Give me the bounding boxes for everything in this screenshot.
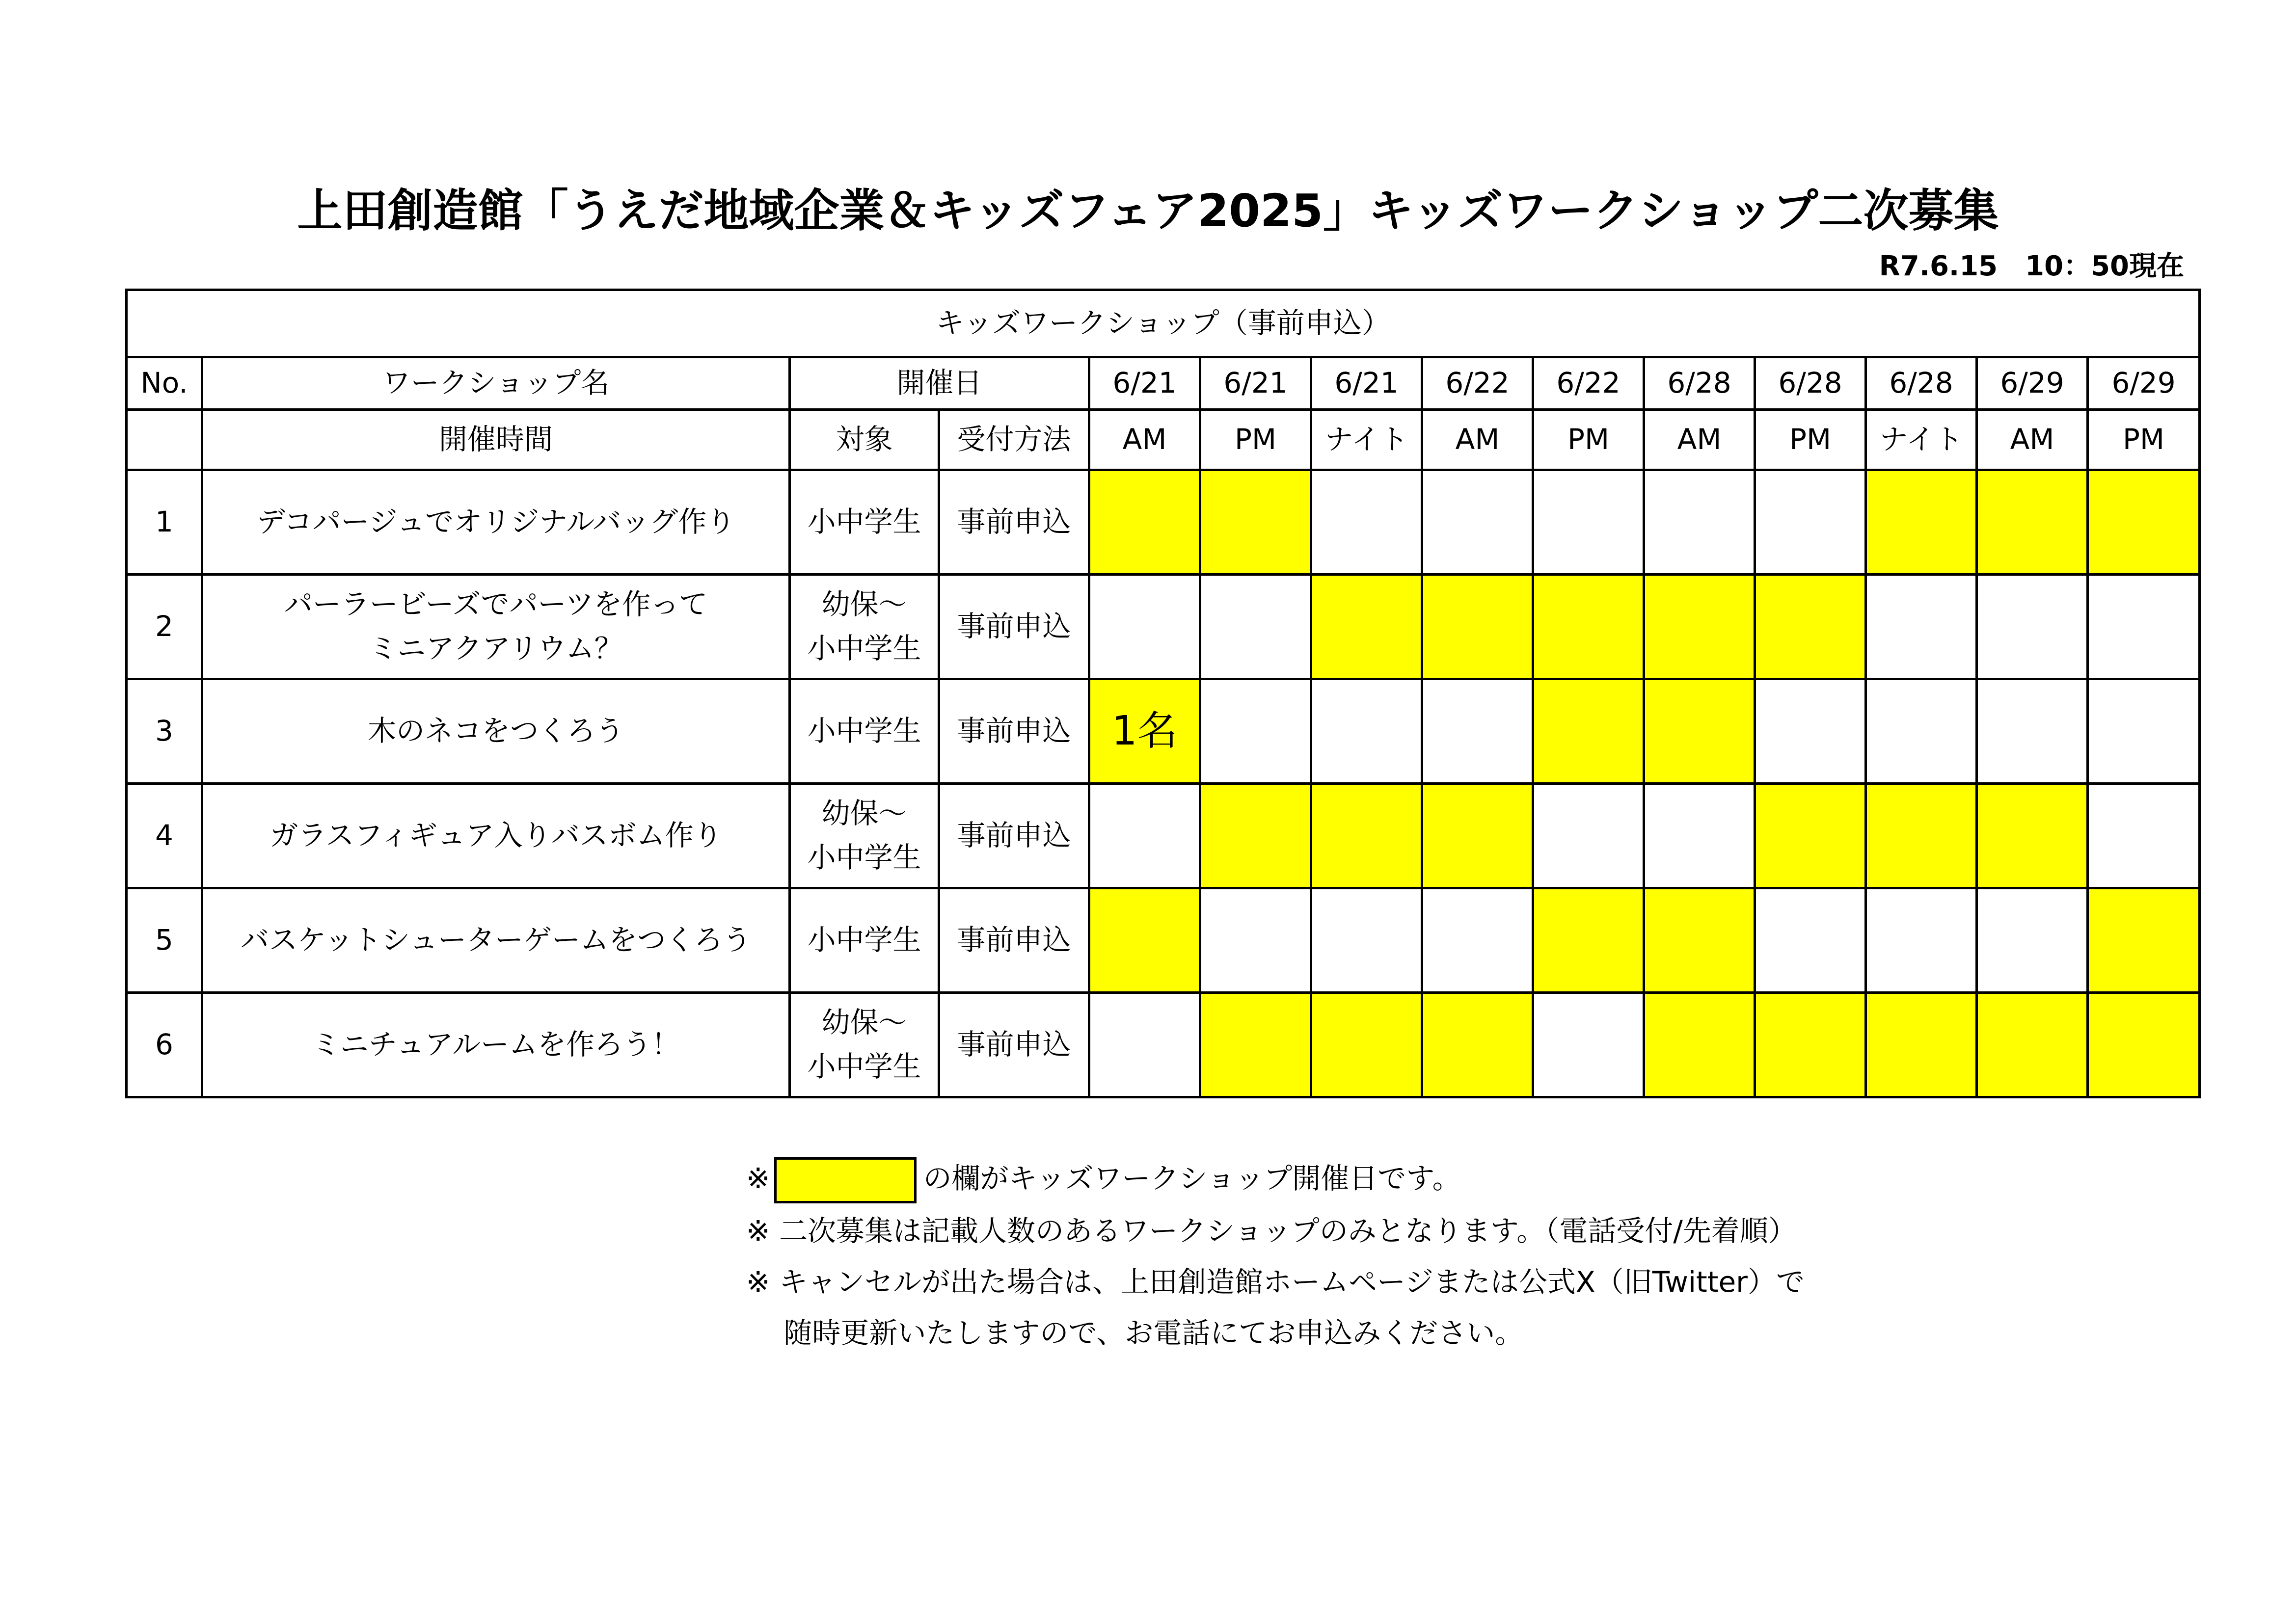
slot-cell-held — [1644, 679, 1755, 784]
slot-date-header: 6/28 — [1755, 357, 1866, 410]
note-cancel: ※ キャンセルが出た場合は、上田創造館ホームページまたは公式X（旧Twitter）で — [746, 1265, 1805, 1299]
row-number: 6 — [127, 993, 202, 1097]
slot-period-header: PM — [1200, 410, 1311, 470]
workshop-name-line: パーラービーズでパーツを作って — [284, 587, 708, 621]
slot-cell-empty — [1200, 575, 1311, 679]
table-row — [127, 888, 2200, 993]
slot-cell-held — [1533, 679, 1644, 784]
slot-cell-held — [1422, 993, 1533, 1097]
target-line: 幼保～ — [821, 797, 907, 830]
slot-period-header: PM — [2088, 410, 2200, 470]
workshop-name — [202, 575, 790, 679]
slot-cell-held — [1755, 784, 1866, 888]
slot-date-header: 6/28 — [1866, 357, 1977, 410]
table-row — [127, 679, 2200, 784]
slot-cell-held — [1977, 993, 2088, 1097]
workshop-name-line: ガラスフィギュア入りバスボム作り — [270, 819, 722, 852]
header-date: 開催日 — [790, 357, 1089, 410]
slot-cell-empty — [1422, 679, 1533, 784]
target-line: 幼保～ — [821, 1006, 907, 1039]
slot-cell-held — [1644, 888, 1755, 993]
slot-date-header: 6/21 — [1089, 357, 1200, 410]
slot-cell-empty — [1311, 679, 1422, 784]
slot-cell-empty — [1977, 888, 2088, 993]
slot-cell-empty — [1533, 993, 1644, 1097]
workshop-name — [202, 993, 790, 1097]
slot-date-header: 6/21 — [1200, 357, 1311, 410]
slot-cell-empty — [1089, 784, 1200, 888]
slot-period-header: AM — [1977, 410, 2088, 470]
slot-cell-held — [2088, 470, 2200, 575]
slot-cell-held — [1200, 993, 1311, 1097]
slot-period-header: PM — [1533, 410, 1644, 470]
header-target: 対象 — [790, 410, 939, 470]
slot-cell-held — [1200, 784, 1311, 888]
target-line: 小中学生 — [807, 923, 921, 957]
slot-cell-held — [1422, 784, 1533, 888]
slot-cell-held — [1089, 888, 1200, 993]
slot-availability: 1名 — [1111, 708, 1178, 755]
slot-cell-held — [1200, 470, 1311, 575]
note-second-recruit: ※ 二次募集は記載人数のあるワークショップのみとなります。（電話受付/先着順） — [746, 1214, 1797, 1248]
header-time: 開催時間 — [202, 410, 790, 470]
workshop-name-line: ミニチュアルームを作ろう！ — [312, 1028, 680, 1062]
slot-cell-empty — [1866, 888, 1977, 993]
slot-cell-held — [1866, 470, 1977, 575]
slot-period-header: AM — [1089, 410, 1200, 470]
legend-text: の欄がキッズワークショップ開催日です。 — [923, 1162, 1461, 1196]
workshop-target — [790, 993, 939, 1097]
workshop-name — [202, 470, 790, 575]
slot-cell-empty — [1977, 575, 2088, 679]
slot-cell-empty — [1533, 784, 1644, 888]
slot-cell-empty — [1200, 888, 1311, 993]
update-timestamp: R7.6.15 10：50現在 — [1879, 250, 2184, 282]
slot-date-header: 6/21 — [1311, 357, 1422, 410]
workshop-name-line: デコパージュでオリジナルバッグ作り — [256, 505, 735, 539]
target-line: 小中学生 — [807, 632, 921, 665]
target-line: 幼保～ — [821, 587, 907, 621]
slot-cell-held — [1089, 470, 1200, 575]
table-row — [127, 993, 2200, 1097]
slot-cell-held — [1533, 575, 1644, 679]
slot-period-header: ナイト — [1311, 410, 1422, 470]
workshop-target — [790, 679, 939, 784]
slot-cell-held — [1977, 784, 2088, 888]
slot-cell-empty — [1866, 575, 1977, 679]
workshop-method: 事前申込 — [939, 993, 1089, 1097]
slot-period-header: PM — [1755, 410, 1866, 470]
workshop-target — [790, 888, 939, 993]
page-title: 上田創造館「うえだ地域企業＆キッズフェア2025」キッズワークショップ二次募集 — [297, 185, 1999, 237]
slot-cell-held — [1866, 784, 1977, 888]
header-workshop-name: ワークショップ名 — [202, 357, 790, 410]
slot-cell-held — [1311, 993, 1422, 1097]
header-blank — [127, 410, 202, 470]
note-legend — [746, 1157, 1461, 1203]
slot-cell-held — [1422, 575, 1533, 679]
slot-cell-held — [1533, 888, 1644, 993]
table-row — [127, 575, 2200, 679]
row-number: 3 — [127, 679, 202, 784]
slot-cell-empty — [1200, 679, 1311, 784]
slot-cell-empty — [1089, 993, 1200, 1097]
workshop-method: 事前申込 — [939, 470, 1089, 575]
workshop-schedule-table — [125, 289, 2201, 1098]
target-line: 小中学生 — [807, 505, 921, 539]
target-line: 小中学生 — [807, 1050, 921, 1083]
slot-cell-empty — [1866, 679, 1977, 784]
slot-cell-held — [1866, 993, 1977, 1097]
row-number: 4 — [127, 784, 202, 888]
slot-cell-empty — [1533, 470, 1644, 575]
slot-cell-empty — [2088, 575, 2200, 679]
target-line: 小中学生 — [807, 714, 921, 748]
header-no: No. — [127, 357, 202, 410]
row-number: 5 — [127, 888, 202, 993]
table-row — [127, 784, 2200, 888]
slot-date-header: 6/29 — [2088, 357, 2200, 410]
workshop-name — [202, 679, 790, 784]
workshop-name-line: 木のネコをつくろう — [367, 714, 624, 748]
header-method: 受付方法 — [939, 410, 1089, 470]
slot-cell-held — [2088, 888, 2200, 993]
slot-cell-held — [1644, 575, 1755, 679]
workshop-target — [790, 470, 939, 575]
row-number: 1 — [127, 470, 202, 575]
slot-date-header: 6/22 — [1533, 357, 1644, 410]
slot-period-header: ナイト — [1866, 410, 1977, 470]
workshop-name — [202, 888, 790, 993]
slot-cell-empty — [1755, 470, 1866, 575]
slot-cell-empty — [1644, 784, 1755, 888]
target-line: 小中学生 — [807, 841, 921, 874]
workshop-target — [790, 784, 939, 888]
workshop-target — [790, 575, 939, 679]
slot-cell-empty — [1755, 888, 1866, 993]
slot-cell-empty — [1977, 679, 2088, 784]
workshop-method: 事前申込 — [939, 679, 1089, 784]
slot-cell-empty — [1422, 888, 1533, 993]
slot-cell-held — [1089, 679, 1200, 784]
slot-cell-held — [1644, 993, 1755, 1097]
slot-cell-held — [1755, 575, 1866, 679]
table-caption: キッズワークショップ（事前申込） — [127, 290, 2200, 357]
slot-cell-empty — [1311, 888, 1422, 993]
workshop-name — [202, 784, 790, 888]
slot-cell-empty — [1755, 679, 1866, 784]
slot-date-header: 6/28 — [1644, 357, 1755, 410]
note-cancel-cont: 随時更新いたしますので、お電話にてお申込みください。 — [746, 1316, 1524, 1350]
slot-cell-empty — [2088, 679, 2200, 784]
note-mark: ※ — [746, 1162, 770, 1196]
table-row — [127, 470, 2200, 575]
workshop-name-line: ミニアクアリウム？ — [369, 632, 623, 665]
slot-cell-empty — [1644, 470, 1755, 575]
workshop-method: 事前申込 — [939, 575, 1089, 679]
slot-cell-empty — [1311, 470, 1422, 575]
slot-cell-empty — [1089, 575, 1200, 679]
workshop-name-line: バスケットシューターゲームをつくろう — [241, 923, 751, 957]
workshop-method: 事前申込 — [939, 888, 1089, 993]
slot-date-header: 6/22 — [1422, 357, 1533, 410]
slot-cell-empty — [1422, 470, 1533, 575]
slot-period-header: AM — [1644, 410, 1755, 470]
workshop-method: 事前申込 — [939, 784, 1089, 888]
slot-cell-empty — [2088, 784, 2200, 888]
slot-cell-held — [1311, 784, 1422, 888]
slot-cell-held — [2088, 993, 2200, 1097]
legend-swatch — [774, 1157, 917, 1203]
slot-cell-held — [1311, 575, 1422, 679]
slot-cell-held — [1755, 993, 1866, 1097]
slot-cell-held — [1977, 470, 2088, 575]
slot-period-header: AM — [1422, 410, 1533, 470]
row-number: 2 — [127, 575, 202, 679]
slot-date-header: 6/29 — [1977, 357, 2088, 410]
